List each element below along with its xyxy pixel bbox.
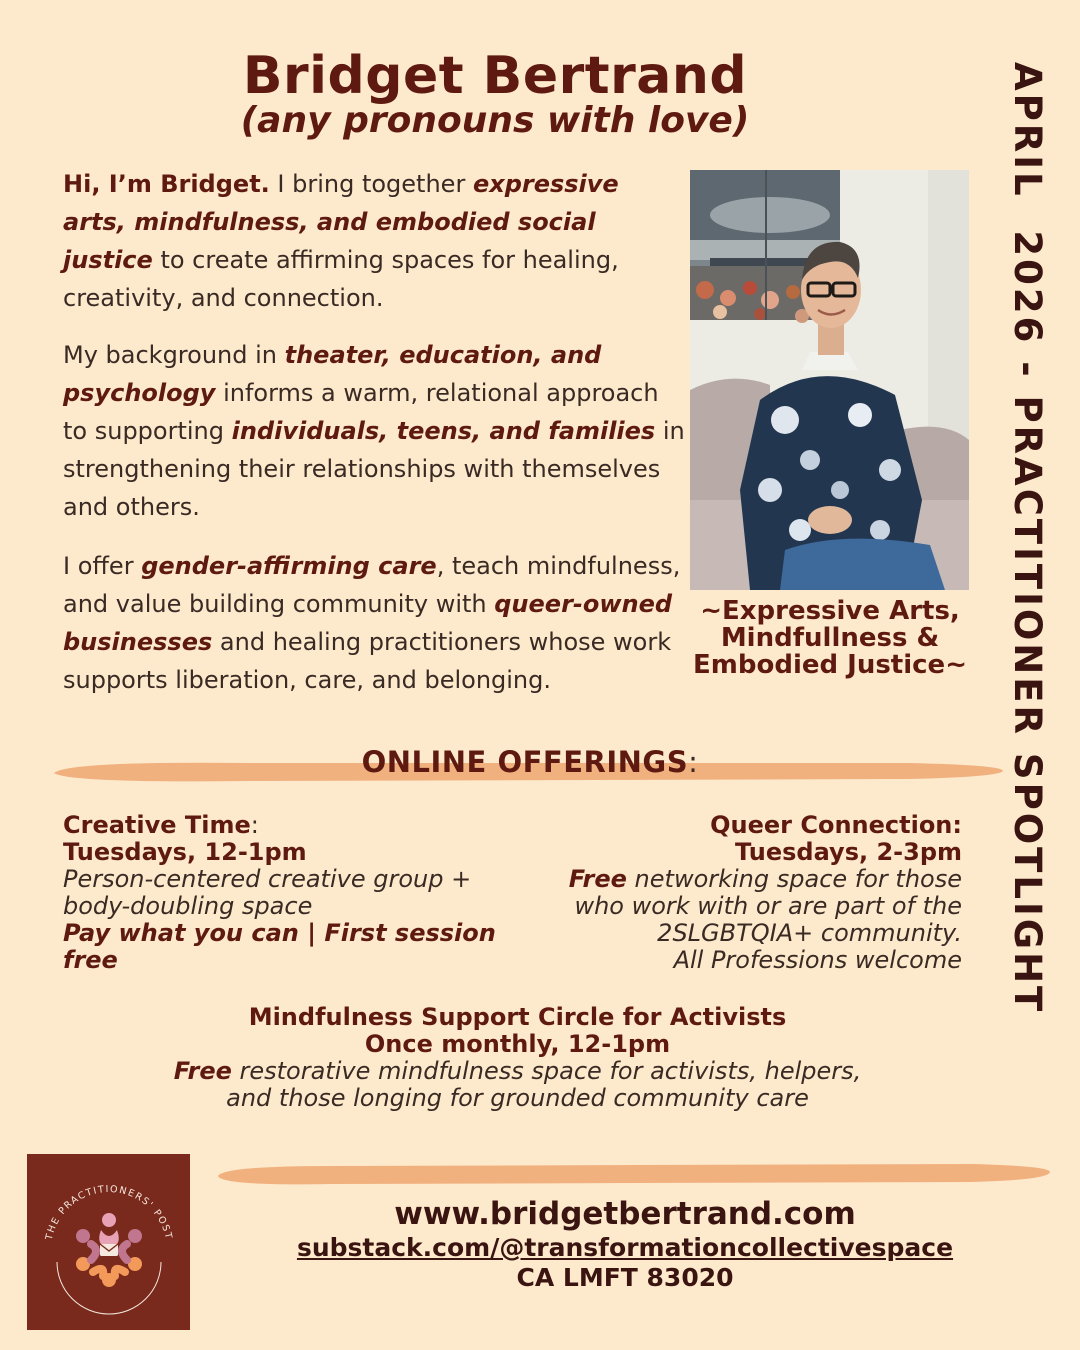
license-number: CA LMFT 83020 [516,1263,734,1292]
intro-text-run: Hi, I’m Bridget. [63,170,270,198]
practitioners-post-logo [27,1154,190,1330]
mindfulness-circle-description: restorative mindfulness space for activists, helpers, and those longing for grounded community care [226,1057,862,1112]
creative-time-offering [63,812,513,974]
photo-caption: ~Expressive Arts, Mindfullness & Embodied Justice~ [693,596,967,680]
intro-text-run: expressive arts, mindfulness, and embodied social justice [63,170,619,274]
mindfulness-circle-free: Free [173,1057,232,1085]
pronouns: (any pronouns with love) [240,100,750,141]
intro-text-run: to create affirming spaces for healing, creativity, and connection. [63,246,619,312]
mindfulness-circle-title: Mindfulness Support Circle for Activists [248,1003,787,1031]
intro-paragraph-3 [63,547,688,699]
intro-text-run: queer-owned businesses [63,590,673,656]
mindfulness-circle-schedule: Once monthly, 12-1pm [364,1030,671,1058]
online-offerings-heading-suffix: : [688,745,699,779]
creative-time-schedule: Tuesdays, 12-1pm [63,838,307,866]
practitioner-name: Bridget Bertrand [242,46,748,106]
svg-text:THE PRACTITIONERS' POST [44,1184,174,1242]
intro-text-run: theater, education, and psychology [63,341,602,407]
creative-time-title: Creative Time [63,811,251,839]
intro-paragraph-2 [63,336,688,526]
creative-time-pricing: Pay what you can | First session free [63,919,496,974]
intro-text-run: I offer [63,552,142,580]
intro-text-run: , teach mindfulness, and value building community with [63,552,681,618]
contact-info [200,1195,1050,1293]
intro-text-run: My background in [63,341,285,369]
creative-time-description: Person-centered creative group + body-doubling space [63,865,472,920]
queer-connection-note: All Professions welcome [673,946,962,974]
brush-stroke-footer [212,1158,1054,1188]
intro-text-run: gender-affirming care [141,552,437,580]
logo-text: THE PRACTITIONERS' POST [43,1183,175,1242]
mindfulness-circle-offering [170,1004,865,1112]
intro-text-run: I bring together [269,170,473,198]
intro-text-run: individuals, teens, and families [231,417,656,445]
website-link[interactable]: www.bridgetbertrand.com [394,1196,856,1232]
intro-text-run: and healing practitioners whose work supports liberation, care, and belonging. [63,628,672,694]
queer-connection-offering [522,812,962,974]
intro-text-run: informs a warm, relational approach to supporting [63,379,659,445]
spotlight-banner: APRIL 2026 - PRACTITIONER SPOTLIGHT [1006,62,1049,1015]
queer-connection-schedule: Tuesdays, 2-3pm [735,838,962,866]
substack-link[interactable]: substack.com/@transformationcollectivespace [296,1233,954,1262]
queer-connection-title: Queer Connection: [710,811,962,839]
queer-connection-free: Free [568,865,627,893]
intro-text-run: in strengthening their relationships with themselves and others. [63,417,685,521]
online-offerings-heading [0,745,1060,779]
creative-time-title-suffix: : [250,811,259,839]
online-offerings-heading-text: ONLINE OFFERINGS [361,745,689,779]
queer-connection-description: networking space for those who work with or are part of the 2SLGBTQIA+ community. [574,865,962,947]
intro-paragraph-1 [63,165,688,317]
portrait-photo [690,170,969,590]
